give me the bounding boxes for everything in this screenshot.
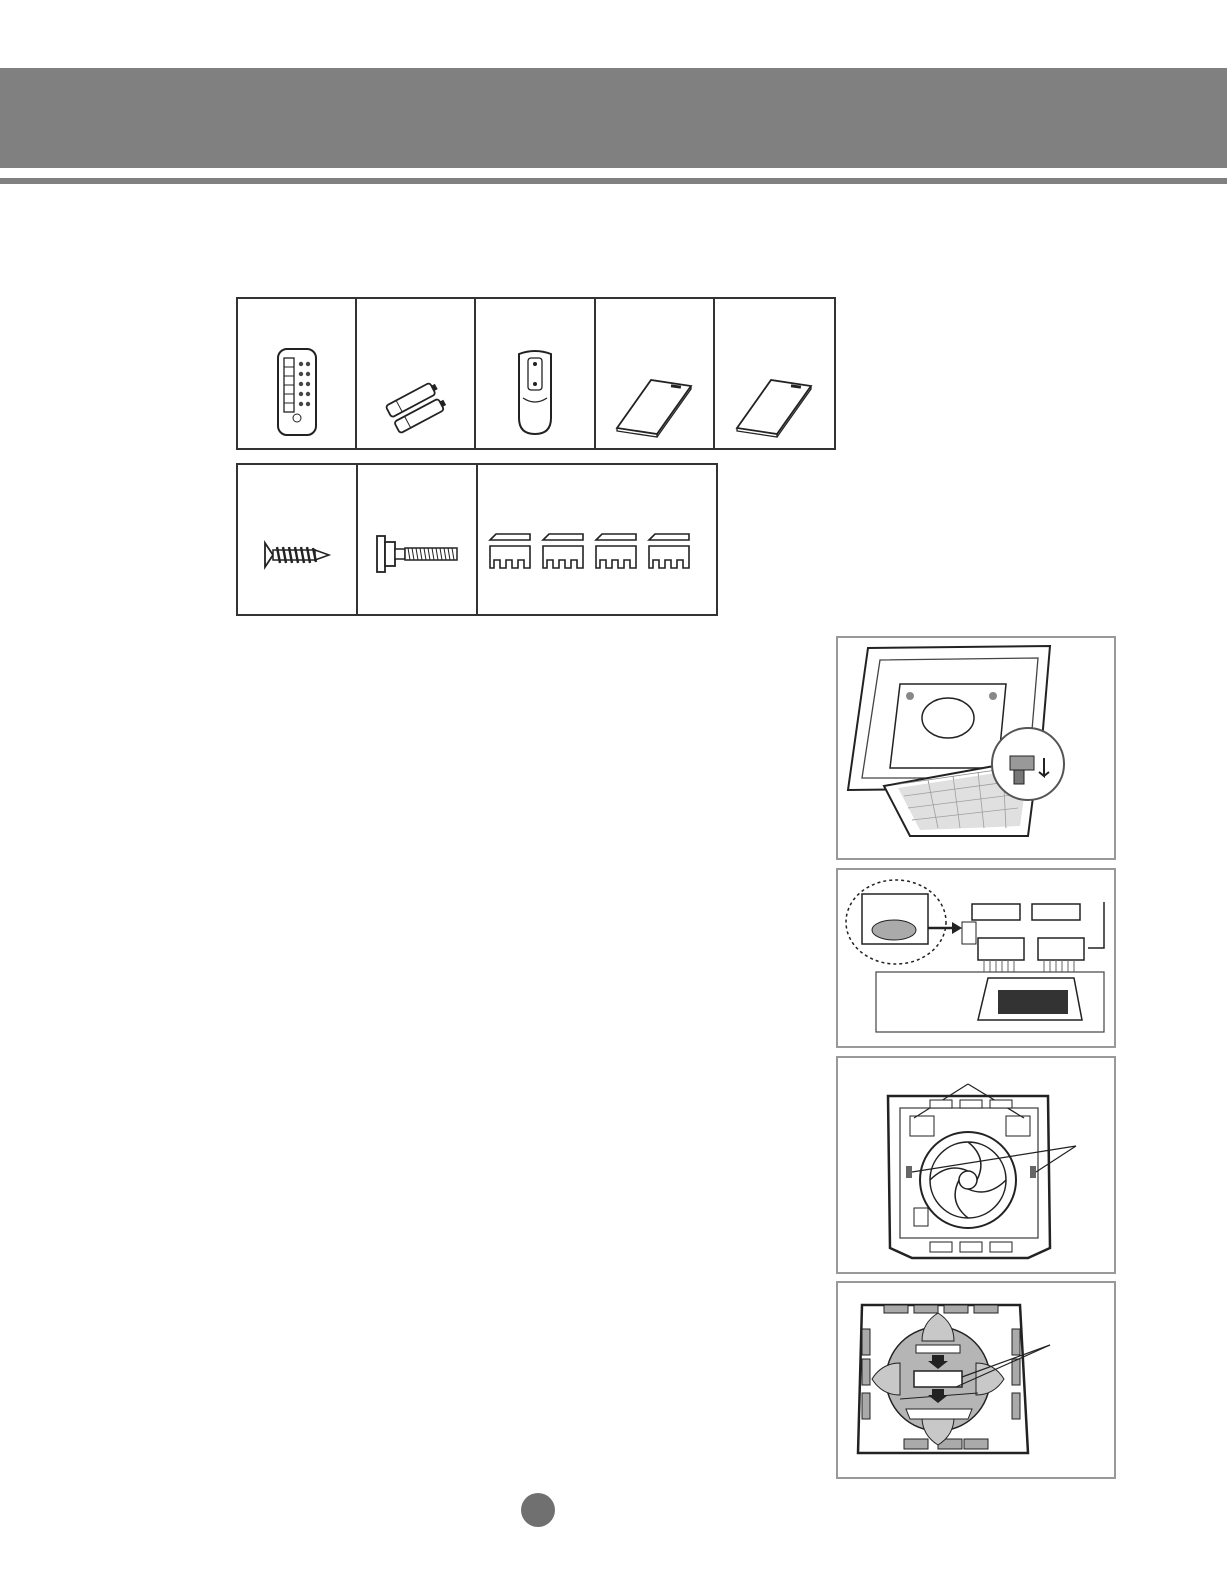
manual-booklet-icon	[733, 376, 815, 438]
open-grille-filter-illustration	[838, 638, 1114, 858]
panel-spacer-install-illustration	[838, 1283, 1114, 1477]
remote-holder-icon	[513, 348, 557, 438]
accessory-cell-batteries	[357, 299, 476, 448]
accessory-cell-bolt	[358, 465, 478, 614]
figure-open-grille	[836, 636, 1116, 860]
batteries-icon	[380, 378, 452, 438]
remote-control-icon	[272, 346, 322, 438]
figure-panel-top-view	[836, 1056, 1116, 1274]
header-band	[0, 68, 1227, 168]
figure-connector-wiring	[836, 868, 1116, 1048]
panel-top-view-illustration	[838, 1058, 1114, 1272]
accessory-cell-manual-1	[596, 299, 715, 448]
header-rule	[0, 178, 1227, 184]
page-number-dot	[521, 1493, 555, 1527]
connector-wiring-illustration	[838, 870, 1114, 1046]
wood-screw-icon	[261, 540, 333, 570]
accessories-row-2	[236, 463, 718, 616]
figure-spacer-install	[836, 1281, 1116, 1479]
accessories-row-1	[236, 297, 836, 450]
accessory-cell-holder	[476, 299, 595, 448]
accessory-cell-manual-2	[715, 299, 834, 448]
flange-bolt-icon	[373, 532, 461, 576]
accessory-cell-spacers	[478, 465, 716, 614]
accessory-cell-remote	[238, 299, 357, 448]
accessory-cell-screw	[238, 465, 358, 614]
spacer-blocks-icon	[486, 532, 708, 570]
manual-booklet-icon	[613, 376, 695, 438]
